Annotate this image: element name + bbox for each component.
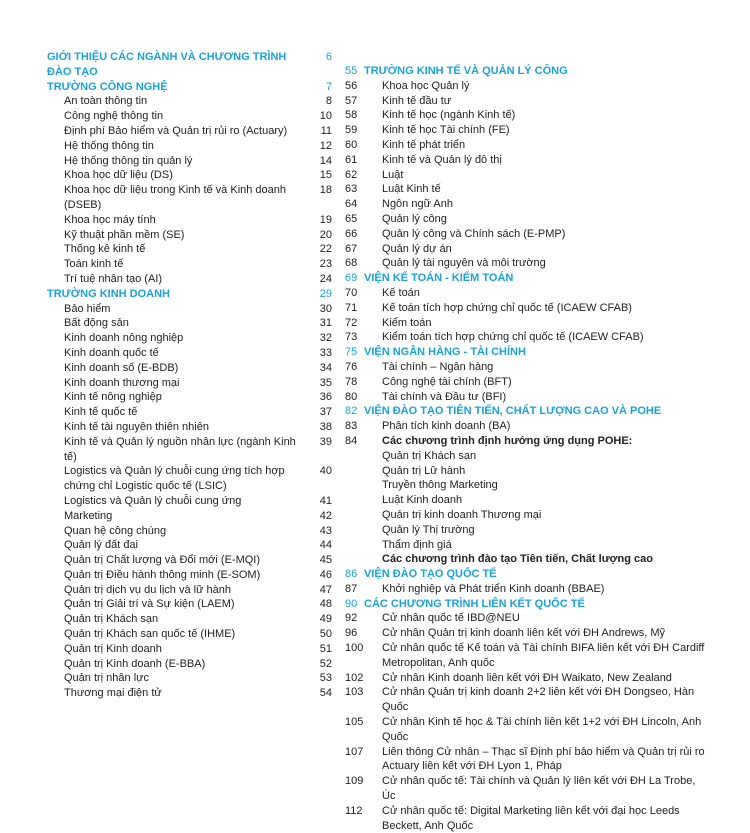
toc-entry-title: Công nghệ thông tin [64,110,164,123]
toc-entry-title: Kinh tế đầu tư [382,94,452,107]
toc-page-number: 87 [345,582,358,595]
toc-page-number: 92 [345,612,358,625]
toc-section-truong-kinh-te-va-quan-ly-cong[interactable] [345,64,705,79]
toc-page-number: 105 [345,716,364,729]
toc-page-number: 48 [319,598,332,611]
toc-entry-title: Logistics và Quản lý chuỗi cung ứng [64,494,242,507]
toc-entry-kinh-te-dau-tu[interactable] [345,94,705,109]
toc-page-number: 76 [345,360,358,373]
toc-entry-title: Quản lý tài nguyên và môi trường [382,257,546,270]
toc-entry-title: Phân tích kinh doanh (BA) [382,420,511,433]
toc-entry-title: An toàn thông tin [64,95,148,108]
toc-entry-quan-tri-kinh-doanh-e-bba[interactable] [47,657,332,672]
toc-page-number: 57 [345,94,358,107]
toc-page-number: 42 [319,509,332,522]
toc-entry-title: Quản trị Điều hành thông minh (E-SOM) [64,568,261,581]
toc-entry-kiem-toan-tich-hop-chung-chi-quoc-te-ica[interactable] [345,330,705,345]
toc-page-number: 39 [319,435,332,448]
toc-entry-quan-ly-cong[interactable] [345,212,705,227]
toc-page-number: 53 [319,672,332,685]
toc-entry-title: VIỆN ĐÀO TẠO TIÊN TIẾN, CHẤT LƯỢNG CAO VÀ POHE [364,405,662,418]
toc-page-number: 38 [319,420,332,433]
toc-entry-title: Cử nhân quốc tế IBD@NEU [382,612,520,625]
toc-entry-title: Kinh tế học Tài chính (FE) [382,124,510,137]
toc-entry-title: Kinh tế học (ngành Kinh tế) [382,109,516,122]
toc-entry-cu-nhan-kinh-doanh-lien-ket-voi-dh-waika[interactable] [345,671,705,686]
toc-entry-title: Khoa học máy tính [64,213,156,226]
toc-entry-title: Cử nhân quốc tế: Tài chính và Quản lý liên kết với ĐH La Trobe, Úc [382,775,696,803]
toc-section-vien-ngan-hang-tai-chinh[interactable] [345,345,705,360]
toc-entry-tri-tue-nhan-tao-ai[interactable] [47,272,332,287]
toc-entry-kinh-te-hoc-tai-chinh-fe[interactable] [345,123,705,138]
toc-right-column [345,64,705,833]
toc-entry-title: Quản lý công [382,212,447,225]
toc-entry-title: Logistics và Quản lý chuỗi cung ứng tích hợp chứng chỉ Logistic quốc tế (LSIC) [64,465,285,493]
toc-entry-title: Kinh tế phát triển [382,138,466,151]
toc-entry-kinh-te-nong-nghiep[interactable] [47,390,332,405]
toc-page-number: 68 [345,257,358,270]
toc-page-number: 55 [345,65,358,77]
toc-entry-title: VIỆN KẾ TOÁN - KIỂM TOÁN [364,272,514,285]
toc-page-number: 112 [345,804,363,817]
toc-entry-title: Kinh tế và Quản lý nguồn nhân lực (ngành Kinh tế) [64,435,296,463]
toc-entry-title: Quản trị Kinh doanh (E-BBA) [64,657,206,670]
toc-entry-title: CÁC CHƯƠNG TRÌNH LIÊN KẾT QUỐC TẾ [364,597,585,610]
toc-entry-title: Công nghệ tài chính (BFT) [382,375,512,388]
toc-entry-phan-tich-kinh-doanh-ba[interactable] [345,419,705,434]
toc-page-number: 90 [345,597,358,610]
toc-page-number: 64 [345,198,358,211]
toc-entry-title: Cử nhân quốc tế Kế toán và Tài chính BIFA liên kết với ĐH Cardiff Metropolitan, Anh quốc [382,642,705,669]
toc-entry-quan-tri-dieu-hanh-thong-minh-e-som[interactable] [47,568,332,583]
toc-page-number: 45 [319,554,332,567]
toc-page-number: 78 [345,375,358,388]
toc-page-number: 58 [345,109,358,122]
toc-left-column [47,50,332,701]
toc-entry-title: Marketing [64,509,113,522]
toc-page-number: 103 [345,686,364,699]
toc-entry-title: Kiểm toán tích hợp chứng chỉ quốc tế (ICAEW CFAB) [382,331,644,344]
toc-page-number: 82 [345,405,358,418]
toc-page-number: 96 [345,627,358,640]
toc-page-number: 54 [319,687,332,700]
toc-page-number: 19 [319,213,332,226]
toc-entry-kinh-doanh-so-e-bdb[interactable] [47,361,332,376]
toc-page-number: 60 [345,138,358,151]
toc-page-number: 73 [345,331,358,344]
toc-page-number: 22 [319,243,332,256]
toc-page-number: 59 [345,124,358,137]
toc-entry-bat-dong-san[interactable] [47,316,332,331]
toc-entry-title: Quản trị Chất lượng và Đổi mới (E-MQI) [64,554,261,567]
toc-entry-title: Tài chính – Ngân hàng [382,360,494,373]
toc-entry-title: Khởi nghiệp và Phát triển Kinh doanh (BBAE) [382,582,605,595]
toc-entry-title: Khoa học dữ liệu (DS) [64,169,173,182]
toc-page-number: 47 [319,583,332,596]
toc-page-number: 72 [345,316,358,329]
toc-entry-kinh-te-va-quan-ly-do-thi[interactable] [345,153,705,168]
toc-entry-cac-chuong-trinh-dinh-huong-ung-dung-poh[interactable] [345,434,705,449]
toc-page-number: 75 [345,346,358,359]
toc-entry-title: Định phí Bảo hiểm và Quản trị rủi ro (Actuary) [64,124,288,137]
toc-entry-title: Quản trị kinh doanh Thương mại [382,508,542,521]
toc-page-number: 8 [325,95,332,108]
toc-entry-title: Luật Kinh doanh [382,494,463,507]
toc-entry-title: Kinh tế và Quản lý đô thị [382,153,502,166]
toc-entry-title: Quản trị Lữ hành [382,464,466,477]
toc-entry-quan-tri-giai-tri-va-su-kien-laem[interactable] [47,597,332,612]
toc-page-number: 7 [325,80,332,93]
toc-entry-luat-kinh-doanh[interactable] [345,493,705,508]
toc-entry-toan-kinh-te[interactable] [47,257,332,272]
toc-entry-cu-nhan-quoc-te-ibd-neu[interactable] [345,611,705,626]
toc-page-number: 32 [319,332,332,345]
toc-entry-title: Cử nhân quốc tế: Digital Marketing liên kết với đại học Leeds Beckett, Anh Quốc [382,804,680,832]
toc-entry-title: Kinh doanh nông nghiệp [64,332,184,345]
toc-entry-title: Bất động sản [64,317,129,330]
toc-page-number: 40 [319,465,332,478]
toc-entry-kinh-te-phat-trien[interactable] [345,138,705,153]
toc-page-number: 46 [319,568,332,581]
toc-entry-title: Cử nhân Quản trị kinh doanh 2+2 liên kết với ĐH Dongseo, Hàn Quốc [382,686,695,714]
toc-entry-quan-tri-khach-san[interactable] [47,612,332,627]
toc-page-number: 34 [319,361,332,374]
toc-entry-title: Truyền thông Marketing [382,479,498,492]
toc-entry-truyen-thong-marketing[interactable] [345,478,705,493]
toc-entry-title: Kiểm toán [382,316,432,329]
toc-page-number: 61 [345,153,358,166]
toc-entry-title: Kinh tế tài nguyên thiên nhiên [64,420,209,433]
toc-page-number: 62 [345,168,358,181]
toc-page-number: 109 [345,775,364,788]
toc-entry-ke-toan-tich-hop-chung-chi-quoc-te-icaew[interactable] [345,301,705,316]
toc-page-number: 33 [319,346,332,359]
toc-entry-quan-tri-khach-san[interactable] [345,449,705,464]
toc-page-number: 12 [319,139,332,152]
toc-entry-kinh-te-va-quan-ly-nguon-nhan-luc-nganh-[interactable] [47,435,332,465]
toc-entry-quan-ly-cong-va-chinh-sach-e-pmp[interactable] [345,227,705,242]
toc-page-number: 31 [319,317,332,330]
toc-entry-dinh-phi-bao-hiem-va-quan-tri-rui-ro-act[interactable] [47,124,332,139]
toc-entry-quan-tri-khach-san-quoc-te-ihme[interactable] [47,627,332,642]
toc-page-number: 14 [319,154,332,167]
toc-page-number: 50 [319,628,332,641]
toc-page-number: 18 [319,184,332,197]
toc-entry-quan-tri-nhan-luc[interactable] [47,671,332,686]
toc-entry-title: Thẩm định giá [382,538,452,551]
toc-page-number: 51 [319,642,332,655]
toc-entry-khoa-hoc-quan-ly[interactable] [345,79,705,94]
toc-entry-thong-ke-kinh-te[interactable] [47,242,332,257]
toc-entry-title: Thống kê kinh tế [64,243,146,256]
toc-entry-ke-toan[interactable] [345,286,705,301]
toc-entry-title: Ngôn ngữ Anh [382,198,453,211]
toc-entry-title: VIỆN NGÂN HÀNG - TÀI CHÍNH [364,346,526,359]
toc-entry-title: Khoa học Quản lý [382,79,470,92]
toc-entry-cac-chuong-trinh-dao-tao-tien-tien-chat-[interactable] [345,552,705,567]
toc-section-truong-cong-nghe[interactable] [47,80,332,95]
toc-page-number: 44 [319,539,332,552]
toc-entry-cu-nhan-quan-tri-kinh-doanh-lien-ket-voi[interactable] [345,626,705,641]
toc-page-number: 35 [319,376,332,389]
toc-entry-quan-ly-thi-truong[interactable] [345,523,705,538]
toc-entry-quan-tri-kinh-doanh[interactable] [47,642,332,657]
toc-section-truong-kinh-doanh[interactable] [47,287,332,302]
toc-page-number: 41 [319,494,332,507]
toc-entry-title: Kinh tế nông nghiệp [64,391,162,404]
toc-entry-kiem-toan[interactable] [345,316,705,331]
toc-page-number: 83 [345,420,358,433]
toc-entry-he-thong-thong-tin[interactable] [47,139,332,154]
toc-entry-cu-nhan-quoc-te-tai-chinh-va-quan-ly-lie[interactable] [345,774,705,804]
toc-entry-kinh-doanh-quoc-te[interactable] [47,346,332,361]
toc-entry-cong-nghe-thong-tin[interactable] [47,109,332,124]
toc-entry-tai-chinh-ngan-hang[interactable] [345,360,705,375]
toc-entry-title: Quản trị Khách sạn [382,449,477,462]
toc-entry-cu-nhan-quoc-te-digital-marketing-lien-k[interactable] [345,804,705,833]
toc-entry-title: TRƯỜNG CÔNG NGHỆ [47,80,168,93]
toc-entry-khoa-hoc-du-lieu-ds[interactable] [47,168,332,183]
toc-entry-khoi-nghiep-va-phat-trien-kinh-doanh-bba[interactable] [345,582,705,597]
toc-entry-title: VIỆN ĐÀO TẠO QUỐC TẾ [364,568,497,581]
toc-entry-title: Tài chính và Đầu tư (BFI) [382,390,507,403]
toc-page-number: 71 [345,301,358,314]
toc-entry-title: GIỚI THIỆU CÁC NGÀNH VÀ CHƯƠNG TRÌNH ĐÀO TẠO [47,51,287,78]
toc-entry-quan-tri-kinh-doanh-thuong-mai[interactable] [345,508,705,523]
toc-entry-title: Kinh doanh thương mại [64,376,180,389]
toc-entry-title: Kế toán [382,286,420,299]
toc-entry-title: Các chương trình định hướng ứng dụng POHE: [382,434,633,447]
toc-entry-bao-hiem[interactable] [47,302,332,317]
toc-page-number: 56 [345,79,358,92]
toc-entry-kinh-doanh-thuong-mai[interactable] [47,376,332,391]
toc-page-number: 10 [319,110,332,123]
toc-page-number: 63 [345,183,358,196]
toc-section-vien-ke-toan-kiem-toan[interactable] [345,271,705,286]
toc-entry-title: Hệ thống thông tin [64,139,154,152]
toc-entry-title: TRƯỜNG KINH DOANH [47,287,171,300]
toc-entry-title: Toán kinh tế [64,258,124,271]
toc-entry-quan-ly-tai-nguyen-va-moi-truong[interactable] [345,256,705,271]
toc-page-number: 15 [319,169,332,182]
toc-entry-khoa-hoc-may-tinh[interactable] [47,213,332,228]
toc-page-number: 80 [345,390,358,403]
toc-entry-title: Các chương trình đào tạo Tiên tiến, Chất lượng cao [382,553,653,566]
toc-entry-title: Kỹ thuật phần mềm (SE) [64,228,185,241]
toc-entry-ngon-ngu-anh[interactable] [345,197,705,212]
toc-entry-title: Luật [382,168,404,181]
toc-entry-title: Cử nhân Quản trị kinh doanh liên kết với ĐH Andrews, Mỹ [382,627,665,640]
toc-entry-title: Quản lý công và Chính sách (E-PMP) [382,227,566,240]
toc-entry-title: Kinh tế quốc tế [64,406,138,419]
toc-page-number: 66 [345,227,358,240]
toc-entry-cu-nhan-quan-tri-kinh-doanh-2-2-lien-ket[interactable] [345,685,705,715]
toc-section-cac-chuong-trinh-lien-ket-quoc-te[interactable] [345,597,705,612]
toc-page-number: 20 [319,228,332,241]
toc-entry-cong-nghe-tai-chinh-bft[interactable] [345,375,705,390]
toc-entry-title: Quản lý đất đai [64,539,138,552]
toc-page-number: 6 [325,51,332,63]
toc-entry-he-thong-thong-tin-quan-ly[interactable] [47,154,332,169]
toc-entry-logistics-va-quan-ly-chuoi-cung-ung[interactable] [47,494,332,509]
toc-entry-kinh-te-tai-nguyen-thien-nhien[interactable] [47,420,332,435]
toc-entry-title: TRƯỜNG KINH TẾ VÀ QUẢN LÝ CÔNG [364,65,568,77]
toc-page-number: 37 [319,406,332,419]
toc-entry-luat[interactable] [345,168,705,183]
toc-entry-title: Cử nhân Kinh doanh liên kết với ĐH Waikato, New Zealand [382,671,672,684]
toc-section-vien-dao-tao-quoc-te[interactable] [345,567,705,582]
toc-entry-title: Quản trị Khách sạn quốc tế (IHME) [64,628,236,641]
toc-entry-kinh-te-quoc-te[interactable] [47,405,332,420]
toc-page-number: 65 [345,212,358,225]
toc-page-number: 29 [319,287,332,300]
toc-entry-tai-chinh-va-dau-tu-bfi[interactable] [345,390,705,405]
toc-entry-marketing[interactable] [47,509,332,524]
toc-page-number: 43 [319,524,332,537]
toc-entry-title: Quản lý Thị trường [382,523,475,536]
toc-entry-kinh-te-hoc-nganh-kinh-te[interactable] [345,108,705,123]
toc-entry-title: Khoa học dữ liệu trong Kinh tế và Kinh doanh (DSEB) [64,184,287,211]
toc-entry-title: Hệ thống thông tin quản lý [64,154,193,167]
toc-entry-luat-kinh-te[interactable] [345,182,705,197]
toc-page-number: 86 [345,568,358,581]
toc-entry-title: Kinh doanh số (E-BDB) [64,361,179,374]
toc-entry-title: Quản lý dự án [382,242,452,255]
toc-page-number: 69 [345,272,358,285]
toc-section-vien-dao-tao-tien-tien-chat-luong-cao-va[interactable] [345,404,705,419]
toc-entry-quan-ly-dat-dai[interactable] [47,538,332,553]
toc-entry-title: Trí tuệ nhân tạo (AI) [64,272,163,285]
toc-entry-cu-nhan-quoc-te-ke-toan-va-tai-chinh-bif[interactable] [345,641,705,671]
toc-entry-ky-thuat-phan-mem-se[interactable] [47,228,332,243]
toc-page-number: 102 [345,671,364,684]
toc-entry-logistics-va-quan-ly-chuoi-cung-ung-tich[interactable] [47,464,332,494]
toc-entry-kinh-doanh-nong-nghiep[interactable] [47,331,332,346]
toc-entry-title: Quản trị Khách sạn [64,613,159,626]
toc-page-number: 24 [319,272,332,285]
toc-entry-cu-nhan-kinh-te-hoc-tai-chinh-lien-ket-1[interactable] [345,715,705,745]
toc-page-number: 67 [345,242,358,255]
toc-entry-tham-dinh-gia[interactable] [345,538,705,553]
toc-entry-thuong-mai-dien-tu[interactable] [47,686,332,701]
toc-entry-an-toan-thong-tin[interactable] [47,94,332,109]
toc-entry-quan-ly-du-an[interactable] [345,242,705,257]
toc-page-number: 84 [345,434,358,447]
toc-page-number: 49 [319,613,332,626]
toc-page-number: 36 [319,391,332,404]
toc-entry-title: Kinh doanh quốc tế [64,346,159,359]
toc-entry-quan-he-cong-chung[interactable] [47,524,332,539]
toc-entry-title: Quan hệ công chúng [64,524,167,537]
toc-entry-title: Bảo hiểm [64,302,111,315]
toc-page-number: 52 [319,657,332,670]
toc-entry-title: Quản trị Giải trí và Sự kiện (LAEM) [64,598,235,611]
toc-page-number: 100 [345,642,364,655]
toc-section-gioi-thieu-cac-nganh-va-chuong-trinh-dao[interactable] [47,50,332,80]
toc-entry-title: Quản trị nhân lực [64,672,150,685]
toc-entry-title: Quản trị Kinh doanh [64,642,162,655]
toc-entry-quan-tri-dich-vu-du-lich-va-lu-hanh[interactable] [47,583,332,598]
toc-entry-title: Thương mại điện tử [64,687,162,700]
toc-entry-quan-tri-lu-hanh[interactable] [345,464,705,479]
toc-entry-title: Liên thông Cử nhân – Thạc sĩ Định phí bảo hiểm và Quản trị rủi ro Actuary liên kết với ĐH Lyon 1, Pháp [382,745,705,773]
toc-page-number: 23 [319,258,332,271]
toc-entry-quan-tri-chat-luong-va-doi-moi-e-mqi[interactable] [47,553,332,568]
toc-entry-khoa-hoc-du-lieu-trong-kinh-te-va-kinh-d[interactable] [47,183,332,213]
toc-page-number: 30 [319,302,332,315]
toc-entry-title: Kế toán tích hợp chứng chỉ quốc tế (ICAEW CFAB) [382,301,632,314]
toc-entry-lien-thong-cu-nhan-thac-si-dinh-phi-bao-[interactable] [345,745,705,775]
toc-page-number: 107 [345,745,364,758]
toc-entry-title: Cử nhân Kinh tế học & Tài chính liên kết 1+2 với ĐH Lincoln, Anh Quốc [382,716,702,743]
toc-page-number: 11 [320,124,332,137]
toc-entry-title: Luật Kinh tế [382,183,441,196]
toc-page-number: 70 [345,286,358,299]
toc-entry-title: Quản trị dịch vụ du lịch và lữ hành [64,583,231,596]
